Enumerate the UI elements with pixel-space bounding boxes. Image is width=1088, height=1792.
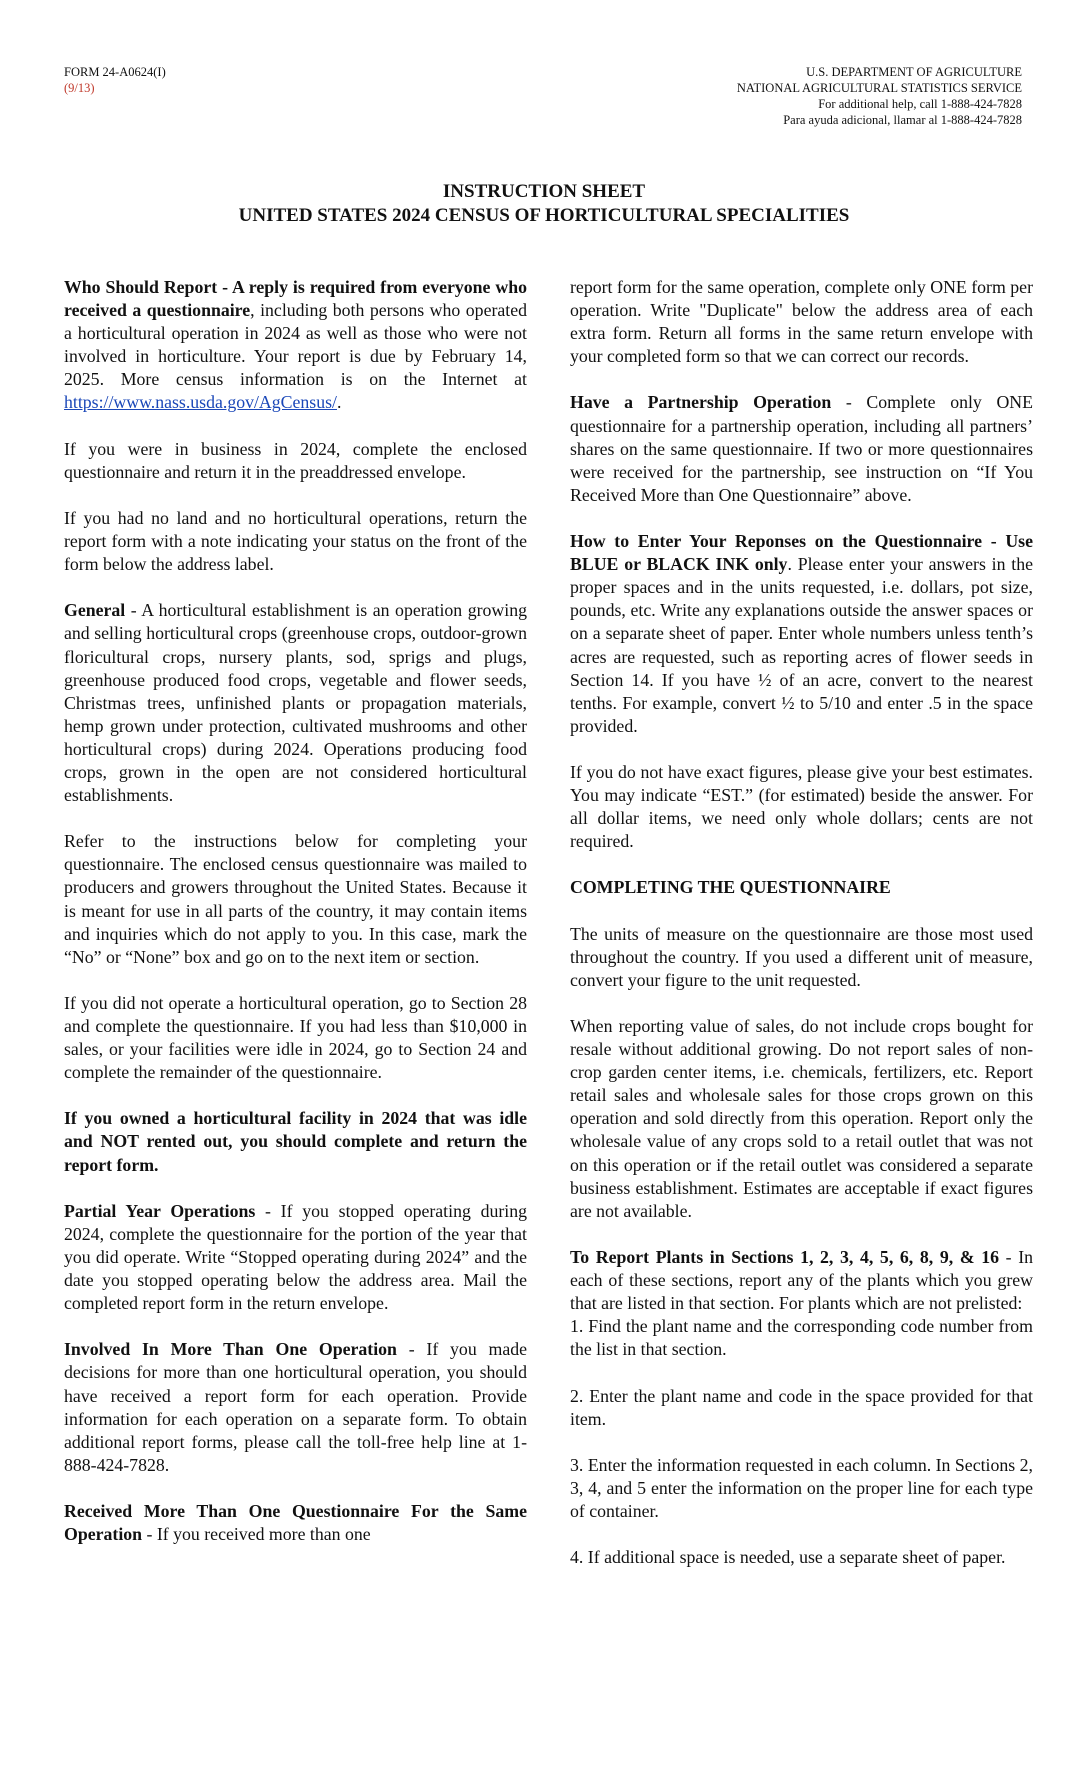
who-should-report-paragraph: Who Should Report - A reply is required from everyone who received a questionnaire, including both persons who operated a horticultural operation in 2024 as well as those who were not involved in horticulture. Your report is due by February 14, 2025. More census information is on the Internet at https://www.nass.usda.gov/AgCensus/. (64, 277, 527, 413)
refer-paragraph: Refer to the instructions below for completing your questionnaire. The enclosed census questionnaire was mailed to producers and growers throughout the United States. Because it is meant for use in all parts of the country, it may contain items and inquiries which do not apply to you. In this case, mark the “No” or “None” box and go on to the next item or section. (64, 831, 527, 967)
form-header-right (737, 64, 1022, 128)
general-paragraph: General - A horticultural establishment is an operation growing and selling horticultural crops (greenhouse crops, outdoor-grown floricultural crops, nursery plants, sod, sprigs and plugs, greenhouse produced food crops, vegetable and flower seeds, Christmas trees, unfinished plants or propagation materials, hemp grown under protection, cultivated mushrooms and other horticultural crops) during 2024. Operations producing food crops, grown in the open are not considered horticultural establishments. (64, 600, 527, 806)
partnership-paragraph: Have a Partnership Operation - Complete only ONE questionnaire for a partnership operation, including all partners’ shares on the same questionnaire. If two or more questionnaires were received for the partnership, see instruction on “If You Received More than One Questionnaire” above. (570, 392, 1033, 505)
form-header-left (64, 64, 166, 96)
agency-line-1: U.S. DEPARTMENT OF AGRICULTURE (806, 65, 1022, 79)
plants-heading: To Report Plants in Sections 1, 2, 3, 4, 5, 6, 8, 9, & 16 (570, 1246, 1000, 1267)
help-spanish: Para ayuda adicional, llamar al 1-888-424-7828 (783, 113, 1022, 127)
estimates-paragraph: If you do not have exact figures, please give your best estimates. You may indicate “EST.” (for estimated) beside the answer. For all dollar items, we need only whole dollars; cents are not required. (570, 761, 1033, 852)
involved-paragraph: Involved In More Than One Operation - If you made decisions for more than one horticultural operation, you should have received a report form for each operation. Provide information for each operation on a separate form. To obtain additional report forms, please call the toll-free help line at 1-888-424-7828. (64, 1339, 527, 1475)
who-text: , including both persons who operated a horticultural operation in 2024 as well as those who were not involved in horticulture. Your report is due by February 14, 2025. More census information is on the Internet at (64, 300, 527, 390)
title-line-1: INSTRUCTION SHEET (442, 181, 646, 202)
agcensus-link[interactable]: https://www.nass.usda.gov/AgCensus/ (64, 392, 337, 413)
list-item: 3. Enter the information requested in each column. In Sections 2, 3, 4, and 5 enter the information on the proper line for each type of container. (570, 1454, 1033, 1521)
page-title (0, 180, 1088, 228)
partial-year-heading: Partial Year Operations (64, 1200, 256, 1221)
right-column (570, 276, 1033, 1592)
partial-year-paragraph: Partial Year Operations - If you stopped operating during 2024, complete the questionnaire for the portion of the year that you did operate. Write “Stopped operating during 2024” and the date you stopped operating below the address area. Mail the completed report form in the return envelope. (64, 1200, 527, 1314)
sales-paragraph: When reporting value of sales, do not include crops bought for resale without additional growing. Do not report sales of non-crop garden center items, i.e. chemicals, fertilizers, etc. Report retail sales and wholesale sales for those crops grown on this operation and sold directly from this operation. Report only the wholesale value of any crops sold to a retail outlet that was not on this operation or if the retail outlet was considered a separate business establishment. Estimates are acceptable if exact figures are not available. (570, 1016, 1033, 1221)
list-item: 1. Find the plant name and the corresponding code number from the list in that section. (570, 1316, 1033, 1360)
business-paragraph: If you were in business in 2024, complete the enclosed questionnaire and return it in the preaddressed envelope. (64, 438, 527, 482)
title-line-2: UNITED STATES 2024 CENSUS OF HORTICULTURAL SPECIALITIES (238, 205, 850, 226)
not-operate-paragraph: If you did not operate a horticultural operation, go to Section 28 and complete the questionnaire. If you had less than $10,000 in sales, or your facilities were idle in 2024, go to Section 24 and complete the remainder of the questionnaire. (64, 992, 527, 1083)
completing-heading: COMPLETING THE QUESTIONNAIRE (570, 877, 891, 898)
form-number: FORM 24-A0624(I) (64, 65, 166, 79)
plants-paragraph: To Report Plants in Sections 1, 2, 3, 4, 5, 6, 8, 9, & 16 - In each of these sections, report any of the plants which you grew that are listed in that section. For plants which are not prelisted: (570, 1246, 1034, 1314)
who-heading: Who Should Report (64, 277, 218, 297)
received-more-continued: report form for the same operation, complete only ONE form per operation. Write "Duplicate" below the address area of each extra form. Return all forms in the same return envelope with your completed form so that we can correct our records. (570, 277, 1033, 367)
form-revision: (9/13) (64, 81, 95, 95)
units-paragraph: The units of measure on the questionnaire are those most used throughout the country. If you used a different unit of measure, convert your figure to the unit requested. (570, 923, 1033, 990)
partnership-heading: Have a Partnership Operation (570, 392, 832, 413)
list-item: 2. Enter the plant name and code in the space provided for that item. (570, 1385, 1033, 1429)
received-more-paragraph: Received More Than One Questionnaire For the Same Operation - If you received more than one (64, 1500, 527, 1545)
help-english: For additional help, call 1-888-424-7828 (818, 97, 1022, 111)
involved-heading: Involved In More Than One Operation (64, 1339, 397, 1360)
how-to-enter-paragraph: How to Enter Your Reponses on the Questionnaire - Use BLUE or BLACK INK only. Please enter your answers in the proper spaces and in the units requested, i.e. dollars, pot size, pounds, etc. Write any explanations outside the answer spaces or on a separate sheet of paper. Enter whole numbers unless tenth’s acres are requested, such as reporting acres of flower seeds in Section 14. If you have ½ of an acre, convert to the nearest tenths. For example, convert ½ to 5/10 and enter .5 in the space provided. (570, 531, 1033, 736)
how-to-enter-heading: How to Enter Your Reponses on the Questionnaire - Use BLUE or BLACK INK only (570, 531, 1033, 575)
left-column (64, 276, 527, 1546)
received-more-heading: Received More Than One Questionnaire For the Same Operation (64, 1500, 527, 1545)
no-land-paragraph: If you had no land and no horticultural operations, return the report form with a note indicating your status on the front of the form below the address label. (64, 507, 527, 575)
idle-facility-paragraph: If you owned a horticultural facility in 2024 that was idle and NOT rented out, you should complete and return the report form. (64, 1108, 527, 1175)
general-heading: General (64, 600, 126, 621)
agency-line-2: NATIONAL AGRICULTURAL STATISTICS SERVICE (736, 81, 1022, 95)
who-required: - A reply is required from everyone who received a questionnaire (64, 277, 527, 321)
list-item: 4. If additional space is needed, use a separate sheet of paper. (570, 1547, 1006, 1568)
